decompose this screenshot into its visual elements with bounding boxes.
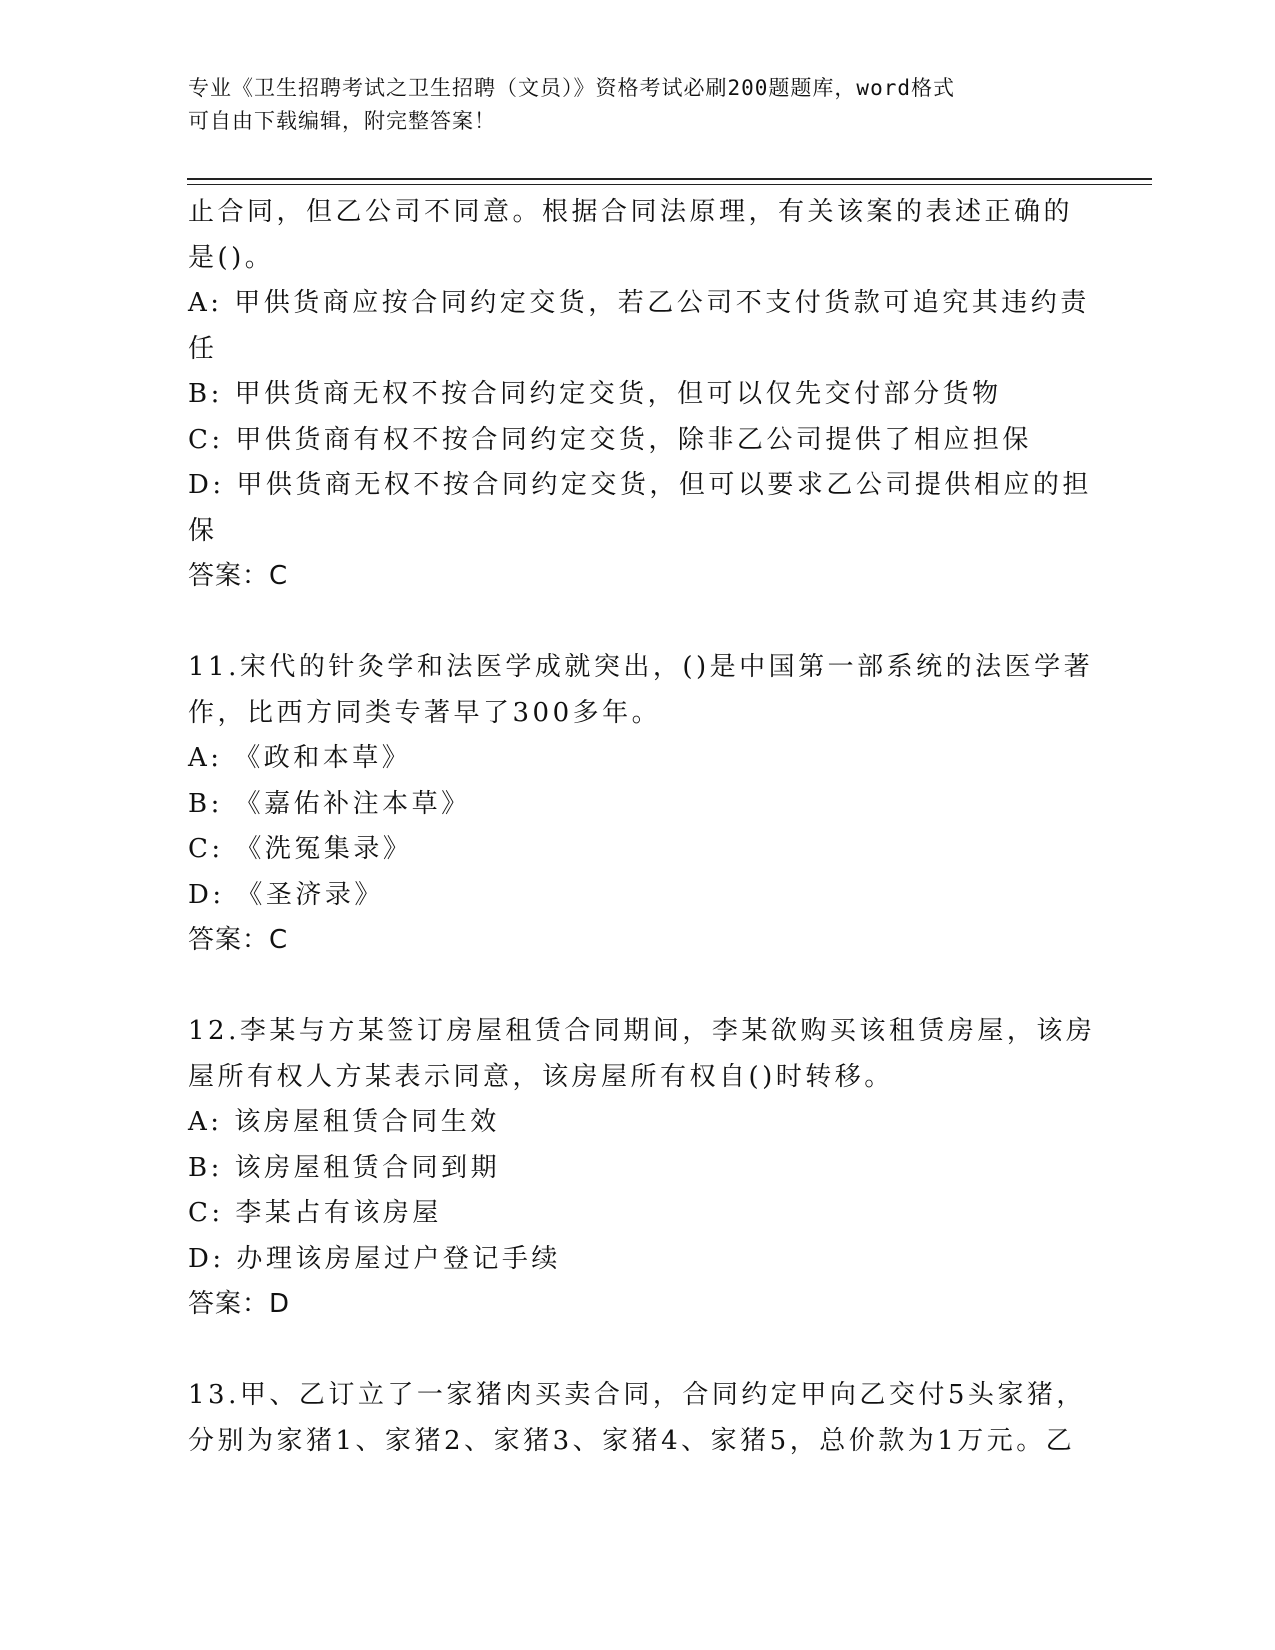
question-stem-line: 分别为家猪1、家猪2、家猪3、家猪4、家猪5，总价款为1万元。乙 xyxy=(188,1425,1076,1456)
question-stem-line: 止合同，但乙公司不同意。根据合同法原理，有关该案的表述正确的 xyxy=(188,197,1074,227)
option-a: A: 《政和本草》 xyxy=(188,743,412,773)
header-line-2: 可自由下载编辑，附完整答案！ xyxy=(188,109,496,133)
option-d-cont: 保 xyxy=(188,515,218,546)
spacer xyxy=(188,1328,1088,1374)
answer-line: 答案：C xyxy=(188,925,289,955)
option-a: A: 甲供货商应按合同约定交货，若乙公司不支付货款可追究其违约责 xyxy=(188,288,1090,318)
option-d: D: 办理该房屋过户登记手续 xyxy=(188,1243,561,1274)
option-c: C: 《洗冤集录》 xyxy=(188,834,413,864)
header-rule-thick xyxy=(187,178,1152,180)
spacer xyxy=(188,964,1088,1010)
question-stem-line: 11.宋代的针灸学和法医学成就突出，()是中国第一部系统的法医学著 xyxy=(188,652,1094,682)
answer-line: 答案：C xyxy=(188,561,289,591)
option-d: D: 甲供货商无权不按合同约定交货，但可以要求乙公司提供相应的担 xyxy=(188,470,1092,500)
option-a-cont: 任 xyxy=(188,333,218,364)
question-block-12 xyxy=(188,1009,1096,1328)
option-c: C: 李某占有该房屋 xyxy=(188,1198,442,1228)
question-block-11 xyxy=(188,645,1094,964)
question-stem-line: 是()。 xyxy=(188,242,275,273)
header-rule-thin xyxy=(187,184,1152,185)
option-d: D: 《圣济录》 xyxy=(188,879,384,910)
option-b: B: 甲供货商无权不按合同约定交货，但可以仅先交付部分货物 xyxy=(188,379,1002,409)
option-c: C: 甲供货商有权不按合同约定交货，除非乙公司提供了相应担保 xyxy=(188,424,1032,455)
question-stem-line: 12.李某与方某签订房屋租赁合同期间，李某欲购买该租赁房屋，该房 xyxy=(188,1016,1096,1046)
document-body xyxy=(188,190,1096,1464)
option-b: B: 该房屋租赁合同到期 xyxy=(188,1152,501,1183)
document-header xyxy=(188,72,1068,138)
option-a: A: 该房屋租赁合同生效 xyxy=(188,1107,500,1137)
question-block-13 xyxy=(188,1373,1088,1464)
question-stem-line: 屋所有权人方某表示同意，该房屋所有权自()时转移。 xyxy=(188,1061,894,1092)
option-b: B: 《嘉佑补注本草》 xyxy=(188,788,471,819)
question-stem-line: 作，比西方同类专著早了300多年。 xyxy=(188,697,662,728)
question-stem-line: 13.甲、乙订立了一家猪肉买卖合同，合同约定甲向乙交付5头家猪， xyxy=(188,1380,1086,1410)
header-line-1: 专业《卫生招聘考试之卫生招聘（文员）》资格考试必刷200题题库，word格式 xyxy=(188,76,955,100)
answer-line: 答案：D xyxy=(188,1289,291,1319)
question-block-10 xyxy=(188,190,1092,600)
spacer xyxy=(188,600,1088,646)
